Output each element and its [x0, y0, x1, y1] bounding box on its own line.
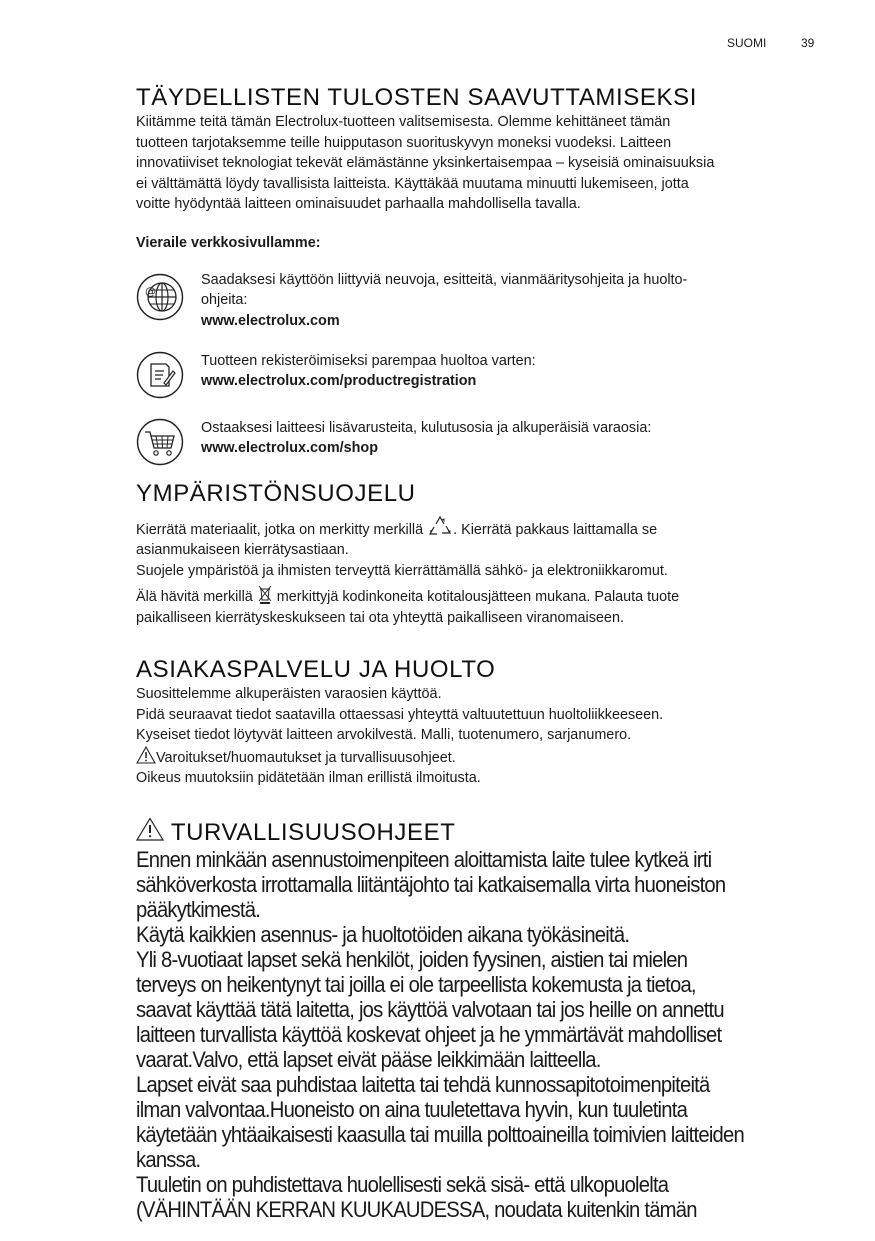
environment-line: Suojele ympäristöä ja ihmisten terveyttä kierrättämällä sähkö- ja elektroniikkaromut. [136, 562, 668, 579]
safety-line: Lapset eivät saa puhdistaa laitetta tai tehdä kunnossapitotoimenpiteitä [136, 1071, 710, 1097]
service-line: Kyseiset tiedot löytyvät laitteen arvokilvestä. Malli, tuotenumero, sarjanumero. [136, 727, 632, 743]
safety-line: vaarat.Valvo, että lapset eivät pääse leikkimään laitteella. [136, 1046, 601, 1072]
safety-line: käytetään yhtäaikaisesti kaasulla tai muilla polttoaineilla toimivien laitteiden [136, 1121, 744, 1147]
intro-line: ei välttämättä löydy tavallisista laitteista. Käyttäkää muutama minuutti lukemiseen, jotta [136, 175, 689, 192]
link-row-shop [136, 418, 826, 468]
shopping-cart-icon [136, 418, 184, 466]
service-line: Pidä seuraavat tiedot saatavilla ottaessasi yhteyttä valtuutettuun huoltoliikkeeseen. [136, 706, 664, 723]
environment-line [136, 585, 826, 608]
safety-line: terveys on heikentynyt tai joilla ei ole tarpeellista kokemusta ja tietoa, [136, 971, 696, 997]
service-line: Suosittelemme alkuperäisten varaosien käyttöä. [136, 686, 442, 702]
intro-line: innovatiiviset teknologiat tekevät elämästänne yksinkertaisempaa – kyseisiä ominaisuuksia [136, 155, 715, 171]
link-description: Tuotteen rekisteröimiseksi parempaa huoltoa varten: [201, 352, 536, 369]
link-row-website [136, 270, 826, 334]
safety-line: sähköverkosta irrottamalla liitäntäjohto tai katkaisemalla virta huoneiston [136, 871, 726, 897]
link-description: Saadaksesi käyttöön liittyviä neuvoja, esitteitä, vianmääritysohjeita ja huolto- [201, 271, 688, 288]
service-title: ASIAKASPALVELU JA HUOLTO [136, 656, 496, 683]
warning-icon [136, 817, 164, 841]
safety-title [136, 817, 826, 847]
safety-section [136, 817, 826, 1222]
environment-line [136, 514, 826, 541]
link-row-registration [136, 351, 826, 401]
service-line [136, 746, 826, 769]
service-section [136, 656, 826, 789]
environment-line: asianmukaiseen kierrätysastiaan. [136, 542, 349, 558]
environment-text: . Kierrätä pakkaus laittamalla se [453, 521, 658, 538]
safety-line: pääkytkimestä. [136, 896, 261, 922]
globe-at-icon [136, 273, 184, 321]
page-header [0, 36, 875, 52]
environment-text: Kierrätä materiaalit, jotka on merkitty merkillä [136, 521, 424, 538]
shop-link[interactable]: www.electrolux.com/shop [201, 440, 378, 456]
crossed-bin-icon [257, 585, 273, 605]
page-number: 39 [801, 36, 815, 50]
safety-line: Käytä kaikkien asennus- ja huoltotöiden aikana työkäsineitä. [136, 921, 630, 947]
recycle-icon [427, 514, 453, 538]
warning-icon [136, 746, 156, 764]
registration-link[interactable]: www.electrolux.com/productregistration [201, 373, 477, 389]
safety-line: kanssa. [136, 1146, 201, 1172]
intro-section [136, 84, 826, 468]
language-label: SUOMI [727, 36, 767, 50]
safety-line: (VÄHINTÄÄN KERRAN KUUKAUDESSA, noudata kuitenkin tämän [136, 1196, 697, 1222]
service-text: Varoitukset/huomautukset ja turvallisuusohjeet. [156, 749, 456, 766]
environment-title: YMPÄRISTÖNSUOJELU [136, 479, 416, 507]
page-content [136, 84, 826, 1222]
safety-line: saavat käyttää tätä laitetta, jos käyttöä valvotaan tai jos heille on annettu [136, 996, 724, 1022]
intro-title: TÄYDELLISTEN TULOSTEN SAAVUTTAMISEKSI [136, 84, 697, 111]
visit-website-label: Vieraile verkkosivullamme: [136, 234, 321, 251]
safety-title-text: TURVALLISUUSOHJEET [170, 818, 456, 846]
service-line: Oikeus muutoksiin pidätetään ilman erillistä ilmoitusta. [136, 770, 481, 786]
environment-text: merkittyjä kodinkoneita kotitalousjätteen mukana. Palauta tuote [276, 589, 680, 605]
safety-line: Yli 8-vuotiaat lapset sekä henkilöt, joiden fyysinen, aistien tai mielen [136, 946, 688, 972]
safety-line: laitteen turvallista käyttöä koskevat ohjeet ja he ymmärtävät mahdolliset [136, 1021, 722, 1047]
registration-form-icon [136, 351, 184, 399]
intro-line: voitte hyödyntää laitteen ominaisuudet parhaalla mahdollisella tavalla. [136, 196, 581, 212]
safety-line: Ennen minkään asennustoimenpiteen aloittamista laite tulee kytkeä irti [136, 846, 712, 872]
environment-text: Älä hävitä merkillä [136, 589, 253, 605]
link-description: Ostaaksesi laitteesi lisävarusteita, kulutusosia ja alkuperäisiä varaosia: [201, 419, 652, 436]
svg-text:@: @ [145, 284, 156, 298]
intro-line: tuotteen tarjotaksemme teille huipputason suorituskyvyn moneksi vuodeksi. Laitteen [136, 134, 672, 151]
safety-line: ilman valvontaa.Huoneisto on aina tuuletettava hyvin, kun tuuletinta [136, 1096, 688, 1122]
intro-line: Kiitämme teitä tämän Electrolux-tuotteen valitsemisesta. Olemme kehittäneet tämän [136, 114, 671, 130]
safety-line: Tuuletin on puhdistettava huolellisesti sekä sisä- että ulkopuolelta [136, 1171, 669, 1197]
link-description: ohjeita: [201, 292, 248, 308]
environment-section [136, 480, 826, 629]
environment-line: paikalliseen kierrätyskeskukseen tai ota yhteyttä paikalliseen viranomaiseen. [136, 609, 624, 626]
website-link[interactable]: www.electrolux.com [201, 312, 340, 329]
